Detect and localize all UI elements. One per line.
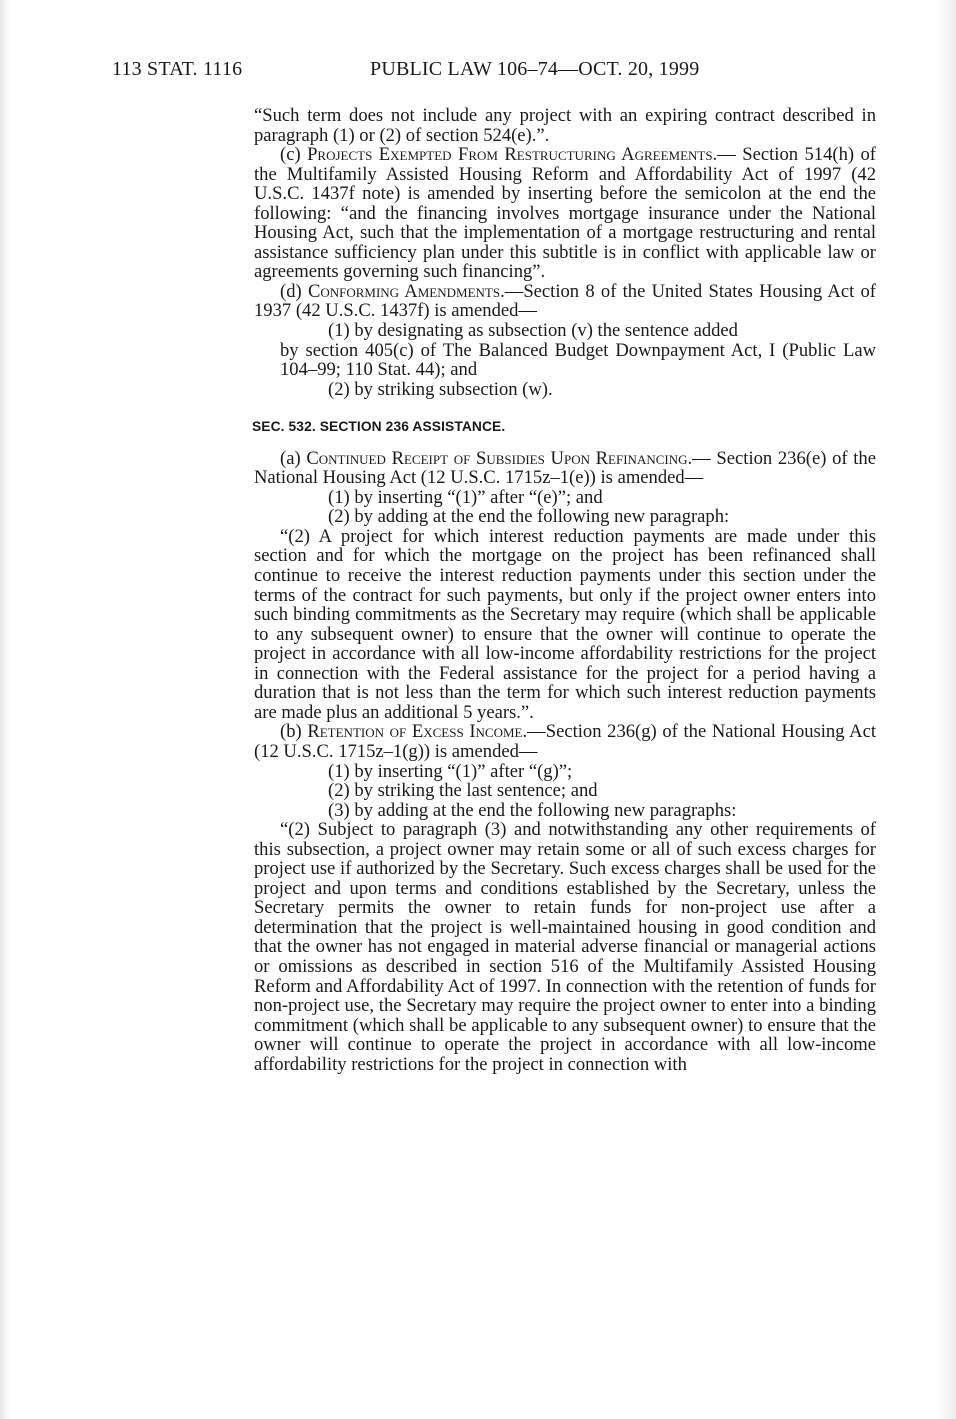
subsection-d-caption: Conforming Amendments.: [307, 280, 505, 302]
subsection-d-item-2: (2) by striking subsection (w).: [328, 378, 553, 400]
subsection-b-item-3: (3) by adding at the end the following new paragraphs:: [328, 799, 737, 821]
subsection-b-item-2: (2) by striking the last sentence; and: [328, 780, 598, 802]
subsection-c: [254, 145, 876, 282]
subsection-b: [254, 722, 876, 761]
subsection-b-text: —Section 236(g) of the National Housing Act (12 U.S.C. 1715z–1(g)) is amended—: [254, 721, 876, 762]
subsection-d-item-1: [254, 321, 876, 380]
subsection-a-label: (a): [280, 447, 307, 469]
scan-edge-left: [0, 0, 10, 1419]
subsection-b-label: (b): [280, 721, 308, 743]
quoted-term-paragraph: “Such term does not include any project with an expiring contract described in paragraph (1) or (2) of section 524(e).”.: [254, 105, 876, 146]
subsection-a: [254, 449, 876, 488]
subsection-d-text: —Section 8 of the United States Housing Act of 1937 (42 U.S.C. 1437f) is amended—: [254, 280, 876, 322]
stat-reference: 113 STAT. 1116: [112, 58, 243, 80]
subsection-d-label: (d): [280, 280, 308, 302]
subsection-a-item-1: (1) by inserting “(1)” after “(e)”; and: [328, 486, 603, 508]
subsection-a-text: — Section 236(e) of the National Housing Act (12 U.S.C. 1715z–1(e)) is amended—: [254, 447, 876, 489]
subsection-d-item-1-wrap: by section 405(c) of The Balanced Budget Downpayment Act, I (Public Law 104–99; 110 Stat. 44); and: [280, 339, 876, 381]
page-header: [112, 58, 792, 84]
subsection-a-quoted-paragraph: “(2) A project for which interest reduction payments are made under this section and for which the mortgage on the project has been refinanced shall continue to receive the interest reduction payments under this section under the terms of the contract for such payments, but only if the project owner enters into such binding commitments as the Secretary may require (which shall be applicable to any subsequent owner) to ensure that the owner will continue to operate the project in accordance with all low-income affordability restrictions for the project in connection with the Federal assistance for the project for a period having a duration that is not less than the term for which such interest reduction payments are made plus an additional 5 years.”.: [254, 525, 876, 723]
subsection-c-label: (c): [280, 144, 308, 166]
scan-edge-right: [934, 0, 956, 1419]
subsection-a-caption: Continued Receipt of Subsidies Upon Refinancing.: [306, 447, 693, 469]
subsection-b-item-1: (1) by inserting “(1)” after “(g)”;: [328, 760, 573, 782]
subsection-a-item-2: (2) by adding at the end the following new paragraph:: [328, 506, 730, 528]
subsection-b-quoted-paragraph: “(2) Subject to paragraph (3) and notwithstanding any other requirements of this subsection, a project owner may retain some or all of such excess charges for project use if authorized by the Secretary. Such excess charges shall be used for the project and upon terms and conditions established by the Secretary, unless the Secretary permits the owner to retain funds for non-project use after a determination that the project is well-maintained housing in good condition and that the owner has not engaged in material adverse financial or managerial actions or omissions as described in section 516 of the Multifamily Assisted Housing Reform and Affordability Act of 1997. In connection with the retention of funds for non-project use, the Secretary may require the project owner to enter into a binding commitment (which shall be applicable to any subsequent owner) to ensure that the owner will continue to operate the project in accordance with all low-income affordability restrictions for the project in connection with: [254, 819, 876, 1075]
subsection-c-caption: Projects Exempted From Restructuring Agreements.: [307, 144, 718, 166]
subsection-d: [254, 282, 876, 321]
section-532-heading: SEC. 532. SECTION 236 ASSISTANCE.: [252, 419, 506, 435]
subsection-b-caption: Retention of Excess Income.: [307, 721, 528, 743]
subsection-d-item-1-first: (1) by designating as subsection (v) the sentence added: [328, 320, 738, 342]
page-body: [254, 106, 876, 1074]
subsection-c-text: — Section 514(h) of the Multifamily Assisted Housing Reform and Affordability Act of 1997 (42 U.S.C. 1437f note) is amended by inserting before the semicolon at the end the following: “and the financing involves mortgage insurance under the National Housing Act, such that the implementation of a mortgage restructuring and rental assistance sufficiency plan under this subtitle is in conflict with applicable law or agreements governing such financing”.: [254, 144, 876, 283]
law-title: PUBLIC LAW 106–74—OCT. 20, 1999: [370, 58, 700, 80]
